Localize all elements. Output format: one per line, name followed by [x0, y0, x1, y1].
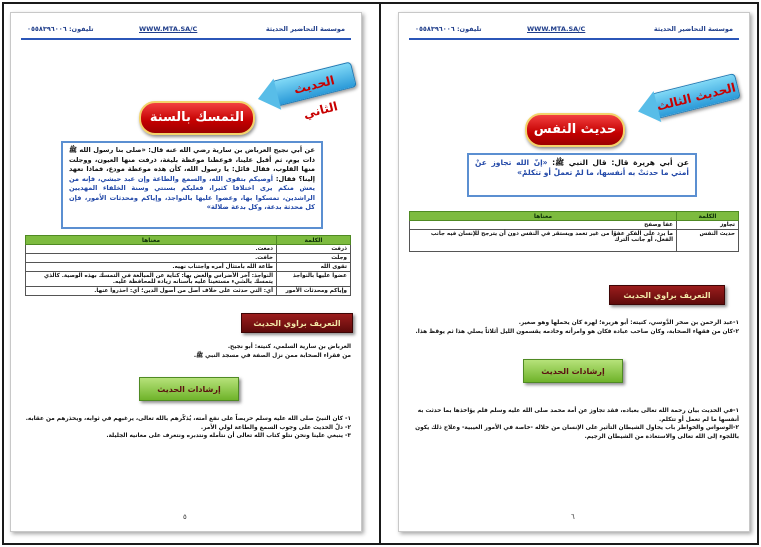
hadith-number-tag: الحديث الثالث: [651, 73, 741, 119]
phone-number: تليفون: ٠٥٥٨٣٩٦٠٠٦: [415, 25, 482, 33]
header-rule: [21, 38, 351, 40]
table-row: [26, 263, 351, 272]
guidance-heading: إرشادات الحديث: [139, 377, 239, 401]
col-header-word: الكلمة: [277, 236, 351, 245]
meaning-cell: ما يرد على الفكر عفوًا من غير تعمد ويستقر في النفس دون أن يترجح للإنسان فيه جانب الفعل، أو جانب الترك: [410, 230, 677, 252]
page-number: ٦: [571, 513, 575, 521]
narrator-line: ١-عبد الرحمن بن صخر الدَّوسي، كنيته: أبو هريرة؛ لهرة كان يحملها وهو صغير.: [518, 320, 739, 326]
page-6: [398, 12, 750, 532]
narrator-line: من فقراء الصحابة ممن نزل الصفة في مسجد النبي ﷺ.: [193, 352, 351, 359]
guidance-list: [25, 415, 351, 441]
guidance-item: ٢- دلّ الحديث على وجوب السمع والطاعة لولي الأمر.: [200, 424, 351, 431]
hadith-title: التمسك بالسنة: [139, 101, 255, 135]
hadith-number-tag: الحديث الثاني: [271, 61, 357, 106]
table-row: [26, 254, 351, 263]
table-row: [26, 272, 351, 287]
guidance-item: ٣- ينبغي علينا ونحن نتلو كتاب الله تعالى أن نتأمله ونتدبره ونتعرف على معانيه الجليلة.: [106, 433, 351, 439]
phone-number: تليفون: ٠٥٥٨٣٩٦٠٠٦: [27, 25, 94, 33]
table-row: [410, 221, 739, 230]
narrator-info: [25, 343, 351, 360]
table-row: [26, 245, 351, 254]
meaning-cell: أي: التي حدثت على خلاف أصل من أصول الدين؛ أي: احذروا عنها.: [26, 287, 277, 296]
guidance-item: ٢-الوسواس والخواطر باب يحاول الشيطان التأثير على الإنسان من خلاله -خاصة في الأمور الغيبية- وعلاج ذلك يكون باللجوء إلى الله تعالى والاستعاذة من الشيطان الرجيم.: [415, 425, 739, 440]
hadith-intro: عن أبي هريرة قال: قال النبي ﷺ:: [552, 158, 689, 167]
narrator-heading: التعريف براوي الحديث: [609, 285, 725, 305]
word-cell: تقوى الله: [277, 263, 351, 272]
page-5: [10, 12, 362, 532]
website-link[interactable]: WWW.MTA.SA/C: [527, 25, 586, 33]
word-cell: ذرفت: [277, 245, 351, 254]
table-row: [26, 287, 351, 296]
col-header-word: الكلمة: [677, 212, 739, 221]
tag-arrow-icon: [254, 79, 281, 115]
col-header-meaning: معناها: [26, 236, 277, 245]
word-cell: وجلت: [277, 254, 351, 263]
meaning-cell: عفا وصفح: [410, 221, 677, 230]
hadith-text-box: [61, 141, 323, 229]
narrator-heading: التعريف براوي الحديث: [241, 313, 353, 333]
hadith-title: حديث النفس: [525, 113, 625, 147]
narrator-line: ٢-كان من فقهاء الصحابة، وكان صاحب عبادة فكان هو وامرأته وخادمه يقسمون الليل أثلاثاً يصلي هذا ثم يوقظ هذا.: [415, 328, 739, 335]
word-cell: عضوا عليها بالنواجذ: [277, 272, 351, 287]
header-rule: [409, 38, 739, 40]
meaning-cell: طاعة الله بامتثال أمره واجتناب نهيه.: [26, 263, 277, 272]
meaning-cell: دمعت.: [26, 245, 277, 254]
page-header: [21, 23, 351, 37]
website-link[interactable]: WWW.MTA.SA/C: [139, 25, 198, 33]
page-number: ٥: [183, 513, 187, 521]
word-cell: وإياكم ومحدثات الأمور: [277, 287, 351, 296]
word-cell: حديث النفس: [677, 230, 739, 252]
tag-arrow-icon: [634, 91, 661, 127]
word-cell: تجاوز: [677, 221, 739, 230]
hadith-body: أوصيكم بتقوى الله، والسمع والطاعة وإن عبد حبشي، فإنه من يعش منكم يرى اختلافا كثيرا، فعليكم بسنتي وسنة الخلفاء المهديين الراشدين، تمسكوا بها، وعضوا عليها بالنواجذ، وإياكم ومحدثات الأمور، فإن كل محدثة بدعة، وكل بدعة ضلالة»: [69, 174, 315, 211]
guidance-heading: إرشادات الحديث: [523, 359, 623, 383]
guidance-item: ١- كان النبيّ صلى الله عليه وسلم حريصاً على نفع أمته، يُذكّرهم بالله تعالى، يرغبهم في ثوابه، ويحذرهم من عقابه.: [25, 416, 351, 422]
org-name: موسسة التحاضير الحديثة: [265, 25, 345, 33]
hadith-body: «إنّ الله تجاوز عنْ أمتي ما حدثتْ به أنفسها، ما لمْ تعملْ أو تتكلمْ»: [475, 158, 689, 177]
meaning-cell: النواجذ: آخر الأضراس والعض بها: كناية عن المبالغة في التمسك بهذه الوصية. كالذي يتمسك بالشيء مستعينا عليه بأسنانه زيادة للمحافظة عليه.: [26, 272, 277, 287]
page-header: [409, 23, 739, 37]
table-row: [410, 230, 739, 252]
hadith-intro: عن أبي نجيح العرباض بن سارية رضي الله عنه قال: «صلى بنا رسول الله ﷺ ذات يوم، ثم أقبل علينا، فوعظنا موعظة بليغة، ذرفت منها العيون، ووجلت منها القلوب، فقال قائل: يا رسول الله، كأن هذه موعظة مودع، فماذا تعهد إلينا؟ فقال:: [69, 146, 316, 183]
page-divider: [379, 2, 381, 545]
narrator-line: العرباض بن سارية السلمي، كنيته: أبو نجيح.: [227, 344, 351, 350]
col-header-meaning: معناها: [410, 212, 677, 221]
vocabulary-table: [25, 235, 351, 296]
guidance-list: [413, 407, 739, 441]
vocabulary-table: [409, 211, 739, 252]
narrator-info: [413, 319, 739, 336]
guidance-item: ١-في الحديث بيان رحمة الله تعالى بعباده، فقد تجاوز عن أمة محمد صلى الله عليه وسلم فلم يؤاخذها بما حدثت به أنفسها ما لم تعمل أو تتكلم.: [417, 408, 739, 423]
hadith-text-box: [467, 153, 697, 197]
org-name: موسسة التحاضير الحديثة: [653, 25, 733, 33]
meaning-cell: خافت.: [26, 254, 277, 263]
